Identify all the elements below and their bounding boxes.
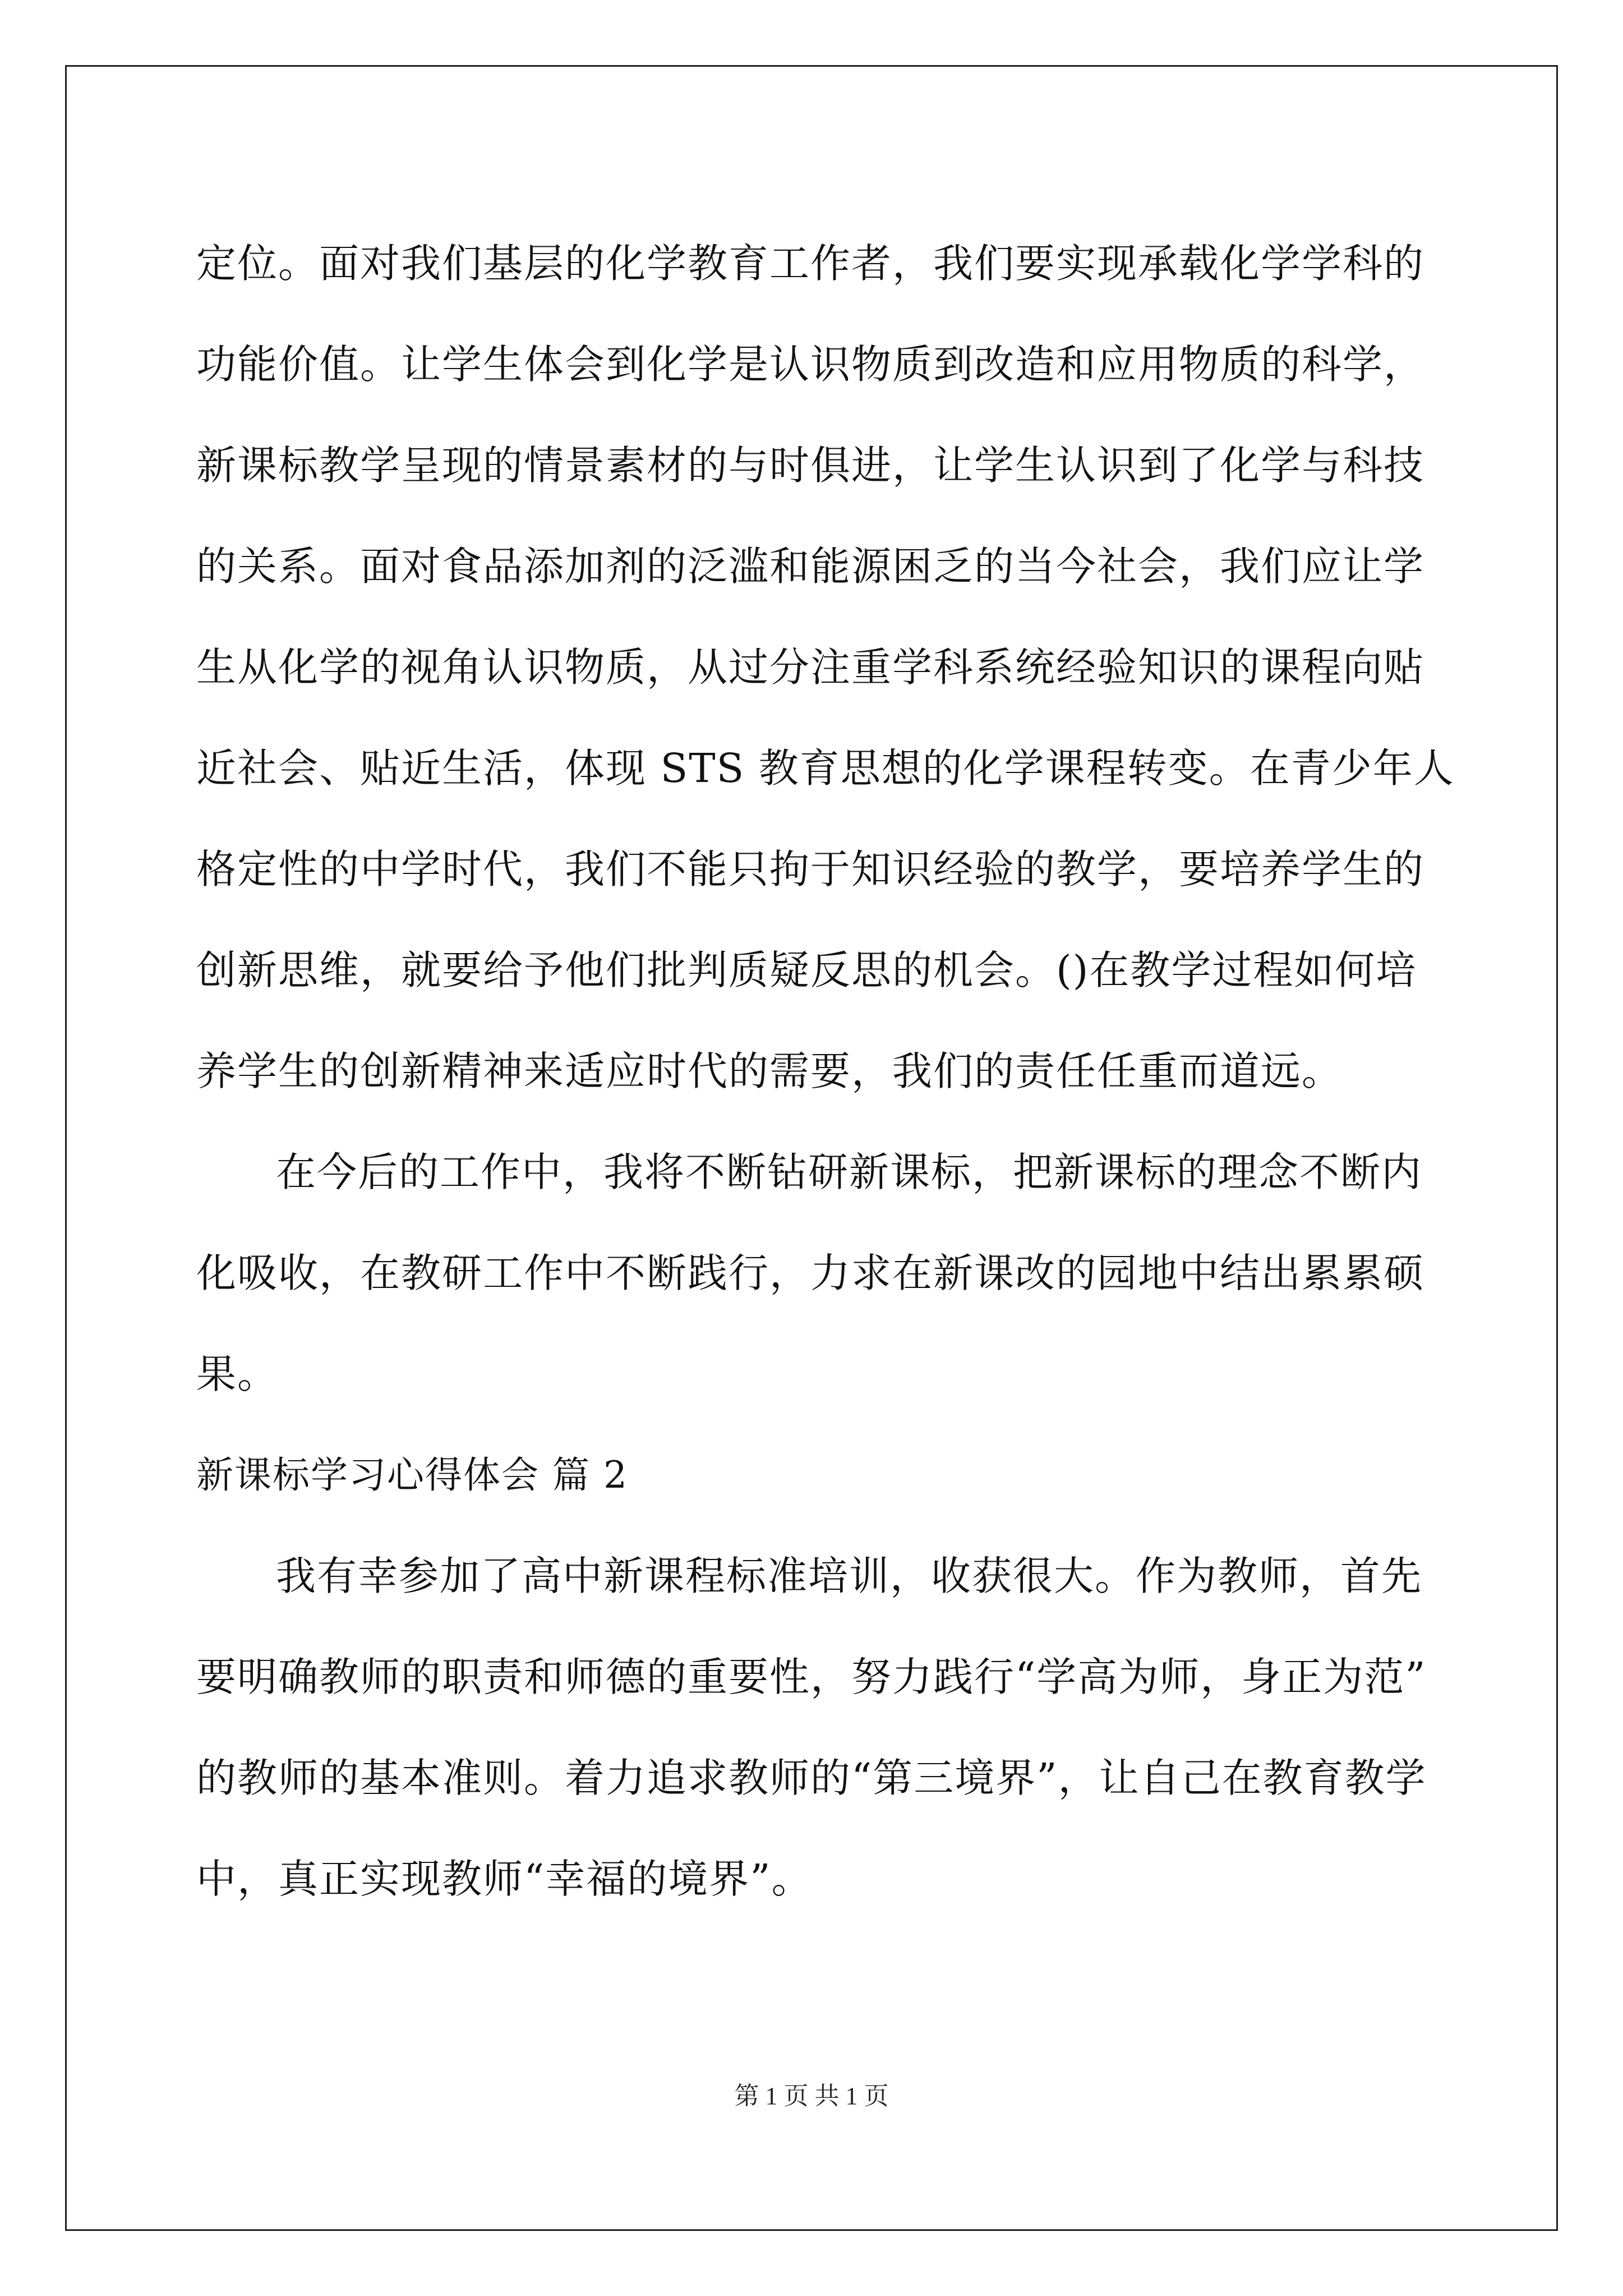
text-line: 新课标教学呈现的情景素材的与时俱进，让学生认识到了化学与科技 [196,442,1425,489]
text-line: 格定性的中学时代，我们不能只拘于知识经验的教学，要培养学生的 [196,846,1425,892]
page-footer: 第 1 页 共 1 页 [734,2082,889,2110]
text-line: 在今后的工作中，我将不断钻研新课标，把新课标的理念不断内 [276,1149,1423,1195]
text-line: 养学生的创新精神来适应时代的需要，我们的责任任重而道远。 [196,1048,1343,1094]
text-line: 的关系。面对食品添加剂的泛滥和能源困乏的当今社会，我们应让学 [196,543,1425,590]
text-line: 功能价值。让学生体会到化学是认识物质到改造和应用物质的科学， [196,341,1425,388]
text-line: 果。 [196,1351,279,1397]
text-line: 要明确教师的职责和师德的重要性，努力践行“学高为师，身正为范” [196,1654,1427,1700]
text-line: 近社会、贴近生活，体现 STS 教育思想的化学课程转变。在青少年人 [196,745,1455,792]
text-line: 我有幸参加了高中新课程标准培训，收获很大。作为教师，首先 [276,1553,1423,1599]
text-line: 中，真正实现教师“幸福的境界”。 [196,1856,813,1902]
paragraph-3 [196,1526,1427,1930]
text-line: 化吸收，在教研工作中不断践行，力求在新课改的园地中结出累累硕 [196,1250,1425,1296]
text-line: 生从化学的视角认识物质，从过分注重学科系统经验知识的课程向贴 [196,644,1425,691]
text-line: 定位。面对我们基层的化学教育工作者，我们要实现承载化学学科的 [196,240,1425,287]
text-line: 的教师的基本准则。着力追求教师的“第三境界”，让自己在教育教学 [196,1755,1427,1801]
paragraph-1 [196,213,1455,1122]
paragraph-2 [196,1122,1424,1425]
document-body [196,213,1455,1930]
text-line: 创新思维，就要给予他们批判质疑反思的机会。()在教学过程如何培 [196,947,1417,993]
section-heading: 新课标学习心得体会 篇 2 [196,1453,628,1497]
